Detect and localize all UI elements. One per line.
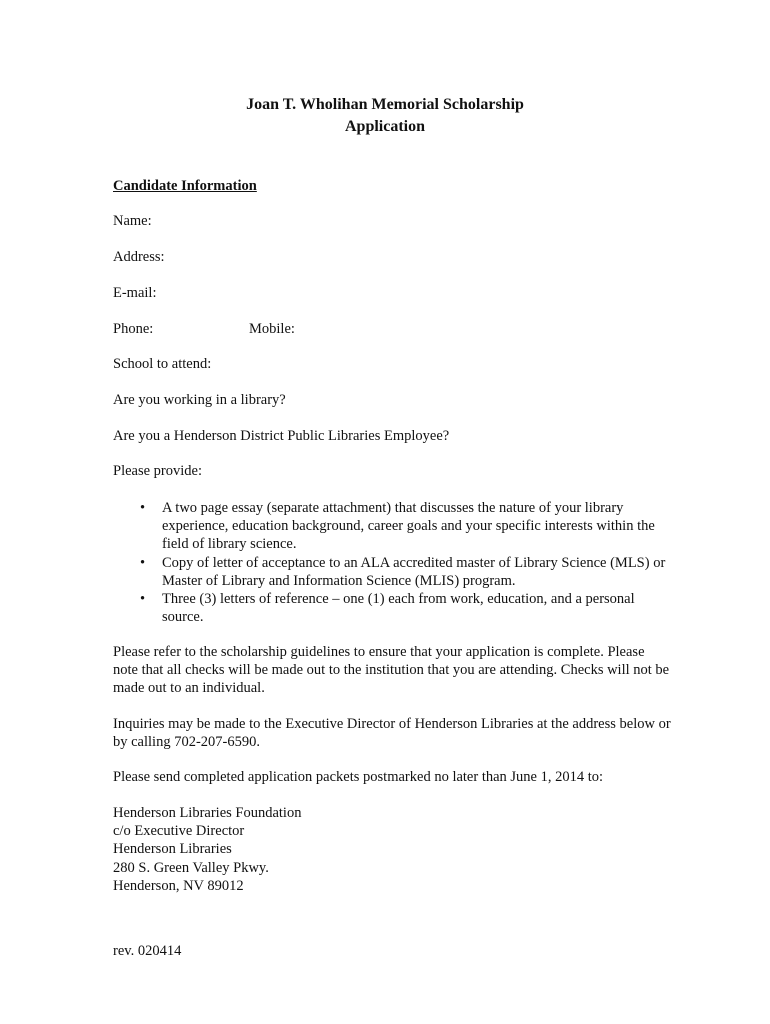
working-library-question: Are you working in a library? xyxy=(113,392,286,408)
section-heading: Candidate Information xyxy=(113,178,257,194)
requirement-text: Three (3) letters of reference – one (1) each from work, education, and a personal source. xyxy=(162,591,635,626)
requirements-list xyxy=(113,499,673,626)
address-line: Henderson Libraries xyxy=(113,841,232,858)
mobile-field-label: Mobile: xyxy=(249,321,295,337)
requirement-item xyxy=(113,554,673,590)
address-line: Henderson Libraries Foundation xyxy=(113,805,302,821)
school-field-label: School to attend: xyxy=(113,356,212,372)
inquiries-paragraph: Inquiries may be made to the Executive Director of Henderson Libraries at the address below or by calling 702-207-6590. xyxy=(113,716,671,751)
mailing-address xyxy=(113,804,673,895)
address-line: Henderson, NV 89012 xyxy=(113,877,244,894)
phone-field-label: Phone: xyxy=(113,321,154,337)
send-paragraph: Please send completed application packets postmarked no later than June 1, 2014 to: xyxy=(113,769,604,785)
revision-label: rev. 020414 xyxy=(113,943,182,959)
email-field-label: E-mail: xyxy=(113,285,157,301)
address-line: 280 S. Green Valley Pkwy. xyxy=(113,859,269,876)
guidelines-paragraph: Please refer to the scholarship guidelines to ensure that your application is complete. Please note that all checks will be made out to the institution that you are attending. Checks will not be made out to an individual. xyxy=(113,644,670,697)
name-field-label: Name: xyxy=(113,213,152,229)
bullet-icon: • xyxy=(140,591,146,608)
please-provide-label: Please provide: xyxy=(113,463,202,479)
document-title: Joan T. Wholihan Memorial Scholarship xyxy=(246,96,524,113)
address-line: c/o Executive Director xyxy=(113,823,245,840)
requirement-item xyxy=(113,499,673,554)
requirement-text: Copy of letter of acceptance to an ALA accredited master of Library Science (MLS) or Master of Library and Information Science (MLIS) program. xyxy=(162,554,666,589)
document-subtitle: Application xyxy=(344,118,425,135)
bullet-icon: • xyxy=(140,554,146,571)
requirement-text: A two page essay (separate attachment) that discusses the nature of your library experience, education background, career goals and your specific interests within the field of library science. xyxy=(162,500,655,553)
address-field-label: Address: xyxy=(113,249,165,265)
henderson-employee-question: Are you a Henderson District Public Libraries Employee? xyxy=(113,428,450,444)
requirement-item xyxy=(113,590,673,626)
bullet-icon: • xyxy=(140,500,146,516)
